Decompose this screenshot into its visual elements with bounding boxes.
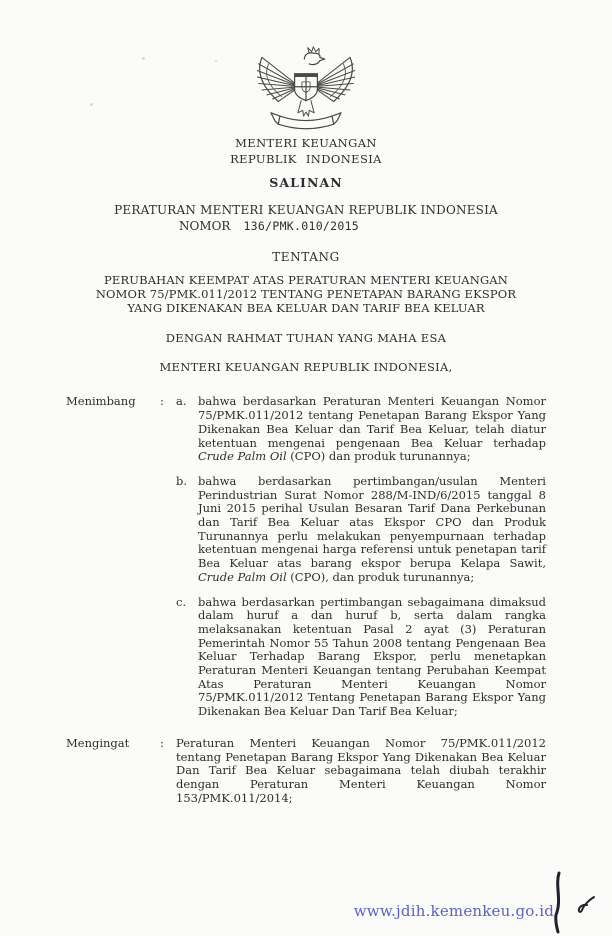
ministry-country: REPUBLIK INDONESIA bbox=[230, 151, 382, 166]
item-text-pre: bahwa berdasarkan pertimbangan sebagaimana dimaksud dalam huruf a dan huruf b, serta dalam rangka melaksanakan ketentuan Pasal 2 ayat (3) Peraturan Pemerintah Nomor 55 Tahun 2008 tentang Pengenaan Bea Keluar Terhadap Barang Ekspor, perlu menetapkan Peraturan Menteri Keuangan tentang Perubahan Keempat Atas Peraturan Menteri Keuangan Nomor 75/PMK.011/2012 Tentang Penetapan Barang Ekspor Yang Dikenakan Bea Keluar Dan Tarif Bea Keluar; bbox=[198, 594, 546, 719]
menimbang-items bbox=[176, 395, 546, 718]
item-text bbox=[198, 475, 546, 585]
issuer-line: MENTERI KEUANGAN REPUBLIK INDONESIA, bbox=[159, 360, 453, 375]
subject-line: NOMOR 75/PMK.011/2012 TENTANG PENETAPAN BARANG EKSPOR bbox=[95, 286, 517, 301]
subject-line: YANG DIKENAKAN BEA KELUAR DAN TARIF BEA KELUAR bbox=[127, 300, 485, 315]
ministry-name: MENTERI KEUANGAN bbox=[235, 136, 377, 150]
item-text bbox=[198, 596, 546, 719]
invocation-line: DENGAN RAHMAT TUHAN YANG MAHA ESA bbox=[165, 331, 447, 346]
menimbang-item-c bbox=[176, 596, 546, 719]
item-text-post: (CPO) dan produk turunannya; bbox=[286, 449, 471, 464]
jdih-footer-link[interactable]: www.jdih.kemenkeu.go.id bbox=[353, 902, 554, 920]
item-text-pre: bahwa berdasarkan Peraturan Menteri Keuangan Nomor 75/PMK.011/2012 tentang Penetapan Barang Ekspor Yang Dikenakan Bea Keluar dan Tarif Bea Keluar, telah diatur ketentuan mengenai pengenaan Bea Keluar terhadap bbox=[198, 394, 546, 450]
mengingat-text: Peraturan Menteri Keuangan Nomor 75/PMK.011/2012 tentang Penetapan Barang Ekspor Yang Dikenakan Bea Keluar Dan Tarif Bea Keluar sebagaimana telah diubah terakhir dengan Peraturan Menteri Keuangan Nomor 153/PMK.011/2014; bbox=[176, 735, 546, 805]
item-text bbox=[198, 395, 546, 464]
scan-speck bbox=[142, 57, 145, 60]
menimbang-section bbox=[66, 395, 546, 718]
item-letter: c. bbox=[176, 594, 187, 609]
item-letter: b. bbox=[176, 473, 188, 488]
item-text-post: (CPO), dan produk turunannya; bbox=[286, 569, 475, 584]
tentang-label: TENTANG bbox=[272, 250, 340, 264]
pen-check-squiggle bbox=[579, 897, 594, 912]
regulation-subject bbox=[0, 274, 612, 315]
nomor-label: NOMOR bbox=[178, 219, 231, 233]
item-text-italic: Crude Palm Oil bbox=[198, 449, 287, 464]
copy-label: SALINAN bbox=[269, 175, 343, 190]
nomor-value: 136/PMK.010/2015 bbox=[243, 219, 360, 233]
mengingat-label: Mengingat bbox=[66, 735, 130, 750]
menimbang-colon: : bbox=[160, 394, 164, 409]
garuda-pancasila-emblem bbox=[257, 46, 355, 134]
pen-initial-stroke bbox=[556, 873, 559, 932]
clauses bbox=[66, 395, 546, 805]
menimbang-label: Menimbang bbox=[66, 394, 136, 409]
scan-speck bbox=[215, 60, 217, 62]
mengingat-colon: : bbox=[160, 735, 164, 750]
menimbang-item-a bbox=[176, 395, 546, 464]
item-text-italic: Crude Palm Oil bbox=[198, 569, 287, 584]
regulation-number-line bbox=[0, 219, 612, 233]
item-text-pre: bahwa berdasarkan pertimbangan/usulan Menteri Perindustrian Surat Nomor 288/M-IND/6/2015 tanggal 8 Juni 2015 perihal Usulan Besaran Tarif Dana Perkebunan dan Tarif Bea Keluar atas Ekspor CPO dan Produk Turunannya perlu melakukan penyempurnaan terhadap ketentuan mengenai harga referensi untuk penetapan tarif Bea Keluar atas barang ekspor berupa Kelapa Sawit, bbox=[198, 473, 546, 571]
subject-line: PERUBAHAN KEEMPAT ATAS PERATURAN MENTERI KEUANGAN bbox=[104, 273, 508, 287]
scan-speck bbox=[90, 103, 93, 106]
mengingat-section bbox=[66, 737, 546, 806]
handwritten-initials bbox=[510, 870, 600, 934]
item-letter: a. bbox=[176, 394, 187, 409]
menimbang-item-b bbox=[176, 475, 546, 585]
regulation-title: PERATURAN MENTERI KEUANGAN REPUBLIK INDONESIA bbox=[114, 203, 498, 217]
